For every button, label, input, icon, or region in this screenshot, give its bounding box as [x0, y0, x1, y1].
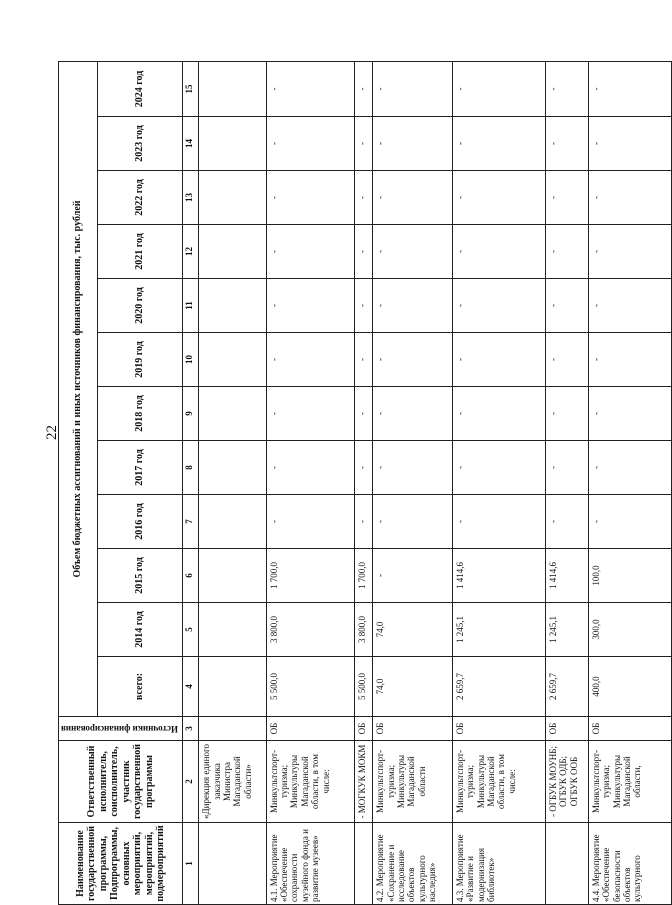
header-year: 2019 год	[97, 333, 183, 387]
value-cell	[199, 61, 267, 116]
value-cell: -	[354, 61, 372, 116]
value-cell: -	[453, 61, 546, 116]
executor-cell: «Дирекция единого заказчика Министра Магаданской области»	[199, 741, 267, 823]
value-cell: -	[545, 333, 588, 387]
value-cell: -	[588, 333, 671, 387]
header-executor: Ответственный исполнитель, соисполнитель, участник государственной программы	[59, 741, 183, 823]
column-index-cell: 11	[183, 279, 199, 333]
value-cell: 1 700,0	[266, 549, 354, 603]
value-cell: 74,0	[373, 603, 453, 657]
value-cell: -	[545, 61, 588, 116]
value-cell: -	[354, 117, 372, 171]
page-number: 22	[44, 425, 60, 440]
value-cell: -	[545, 441, 588, 495]
value-cell: 1 245,1	[453, 603, 546, 657]
source-cell: ОБ	[545, 717, 588, 741]
header-funding: Объем бюджетных ассигнований и иных источников финансирования, тыс. рублей	[59, 61, 98, 716]
value-cell: -	[373, 225, 453, 279]
executor-cell: Минкультспорт-туризма; Минкультуры Магаданской области	[373, 741, 453, 823]
value-cell: -	[373, 333, 453, 387]
header-year: 2020 год	[97, 279, 183, 333]
value-cell: -	[373, 61, 453, 116]
column-index-cell: 3	[183, 717, 199, 741]
executor-cell: Минкультспорт-туризма; Минкультуры Магаданской области,	[588, 741, 671, 823]
value-cell	[199, 171, 267, 225]
value-cell: -	[354, 333, 372, 387]
value-cell: -	[588, 117, 671, 171]
column-index-cell: 4	[183, 657, 199, 717]
header-year: 2015 год	[97, 549, 183, 603]
value-cell: -	[266, 61, 354, 116]
value-cell: -	[354, 441, 372, 495]
value-cell	[199, 441, 267, 495]
value-cell	[199, 603, 267, 657]
program-name-cell: 4.2. Мероприятие «Сохранение и исследование объектов культурного наследия»	[373, 823, 453, 905]
source-cell: ОБ	[354, 717, 372, 741]
value-cell: 1 414,6	[545, 549, 588, 603]
value-cell	[199, 117, 267, 171]
value-cell: -	[545, 279, 588, 333]
value-cell: 3 800,0	[266, 603, 354, 657]
executor-cell: - ОГБУК МОУНБ; ОГБУК ОДБ; ОГБУК ООБ	[545, 741, 588, 823]
value-cell: -	[453, 387, 546, 441]
value-cell: -	[266, 117, 354, 171]
value-cell: -	[588, 61, 671, 116]
header-year: 2017 год	[97, 441, 183, 495]
value-cell: 1 245,1	[545, 603, 588, 657]
value-cell: -	[453, 279, 546, 333]
header-year: 2022 год	[97, 171, 183, 225]
header-year: 2023 год	[97, 117, 183, 171]
value-cell: -	[354, 279, 372, 333]
value-cell: -	[588, 495, 671, 549]
value-cell: -	[453, 117, 546, 171]
value-cell: -	[266, 225, 354, 279]
column-index-cell: 8	[183, 441, 199, 495]
source-cell: ОБ	[588, 717, 671, 741]
value-cell: -	[545, 225, 588, 279]
value-cell: -	[373, 495, 453, 549]
program-name-cell	[199, 823, 267, 905]
header-year: 2018 год	[97, 387, 183, 441]
value-cell: -	[588, 171, 671, 225]
funding-table	[58, 61, 672, 905]
value-cell: -	[588, 441, 671, 495]
value-cell: -	[588, 225, 671, 279]
table-row	[373, 61, 453, 904]
header-year: 2014 год	[97, 603, 183, 657]
value-cell: 2 659,7	[453, 657, 546, 717]
column-index-cell: 9	[183, 387, 199, 441]
table-row	[453, 61, 546, 904]
value-cell: 3 800,0	[354, 603, 372, 657]
column-index-cell: 14	[183, 117, 199, 171]
value-cell: -	[266, 387, 354, 441]
value-cell	[199, 279, 267, 333]
value-cell: 400,0	[588, 657, 671, 717]
table-row	[588, 61, 671, 904]
value-cell: -	[354, 171, 372, 225]
value-cell: 100,0	[588, 549, 671, 603]
source-cell: ОБ	[266, 717, 354, 741]
executor-cell: Минкультспорт-туризма; Минкультуры Магаданской области, в том числе:	[266, 741, 354, 823]
value-cell: -	[266, 495, 354, 549]
value-cell: -	[588, 387, 671, 441]
value-cell: -	[373, 171, 453, 225]
value-cell: -	[266, 279, 354, 333]
header-total: всего:	[97, 657, 183, 717]
value-cell	[199, 225, 267, 279]
value-cell: -	[354, 225, 372, 279]
value-cell: -	[373, 117, 453, 171]
table-row	[545, 61, 588, 904]
column-index-cell: 1	[183, 823, 199, 905]
column-index-cell: 5	[183, 603, 199, 657]
header-name: Наименование государственной программы, Подпрограммы, основных мероприятий, мероприятий, подмероприятий	[59, 823, 183, 905]
value-cell: -	[354, 387, 372, 441]
executor-cell: Минкультспорт-туризма; Минкультуры Магаданской области, в том числе:	[453, 741, 546, 823]
header-year: 2016 год	[97, 495, 183, 549]
source-cell: ОБ	[453, 717, 546, 741]
value-cell: -	[354, 495, 372, 549]
table-row	[266, 61, 354, 904]
value-cell: 300,0	[588, 603, 671, 657]
source-cell: ОБ	[373, 717, 453, 741]
column-index-cell: 10	[183, 333, 199, 387]
column-index-cell: 15	[183, 61, 199, 116]
value-cell: -	[588, 279, 671, 333]
value-cell: -	[453, 171, 546, 225]
column-index-cell: 6	[183, 549, 199, 603]
column-index-cell: 13	[183, 171, 199, 225]
value-cell: -	[545, 117, 588, 171]
column-index-cell: 2	[183, 741, 199, 823]
value-cell: 5 500,0	[354, 657, 372, 717]
header-source: Источники финансирования	[59, 717, 183, 741]
funding-table-wrapper	[58, 70, 643, 905]
value-cell: -	[266, 333, 354, 387]
program-name-cell: 4.1. Мероприятие «Обеспечение сохранности музейного фонда и развитие музеев»	[266, 823, 354, 905]
value-cell: -	[453, 495, 546, 549]
table-row	[199, 61, 267, 904]
column-index-cell: 12	[183, 225, 199, 279]
value-cell: 1 700,0	[354, 549, 372, 603]
value-cell: -	[266, 441, 354, 495]
value-cell: 1 414,6	[453, 549, 546, 603]
value-cell: 74,0	[373, 657, 453, 717]
program-name-cell: 4.3. Мероприятие «Развитие и модернизация библиотек»	[453, 823, 546, 905]
executor-cell: - МОГКУК МОКМ	[354, 741, 372, 823]
value-cell	[199, 495, 267, 549]
value-cell: 2 659,7	[545, 657, 588, 717]
value-cell: -	[373, 279, 453, 333]
value-cell: -	[453, 225, 546, 279]
program-name-cell: 4.4. Мероприятие «Обеспечение безопасности объектов культурного	[588, 823, 671, 905]
value-cell: -	[373, 441, 453, 495]
value-cell: -	[453, 333, 546, 387]
value-cell	[199, 549, 267, 603]
header-year: 2024 год	[97, 61, 183, 116]
source-cell	[199, 717, 267, 741]
program-name-cell	[354, 823, 372, 905]
program-name-cell	[545, 823, 588, 905]
value-cell: -	[373, 549, 453, 603]
column-index-cell: 7	[183, 495, 199, 549]
value-cell: -	[545, 495, 588, 549]
header-year: 2021 год	[97, 225, 183, 279]
value-cell	[199, 387, 267, 441]
value-cell: -	[453, 441, 546, 495]
value-cell: -	[545, 171, 588, 225]
table-row	[354, 61, 372, 904]
value-cell: -	[545, 387, 588, 441]
value-cell: 5 500,0	[266, 657, 354, 717]
value-cell	[199, 333, 267, 387]
value-cell	[199, 657, 267, 717]
value-cell: -	[373, 387, 453, 441]
value-cell: -	[266, 171, 354, 225]
